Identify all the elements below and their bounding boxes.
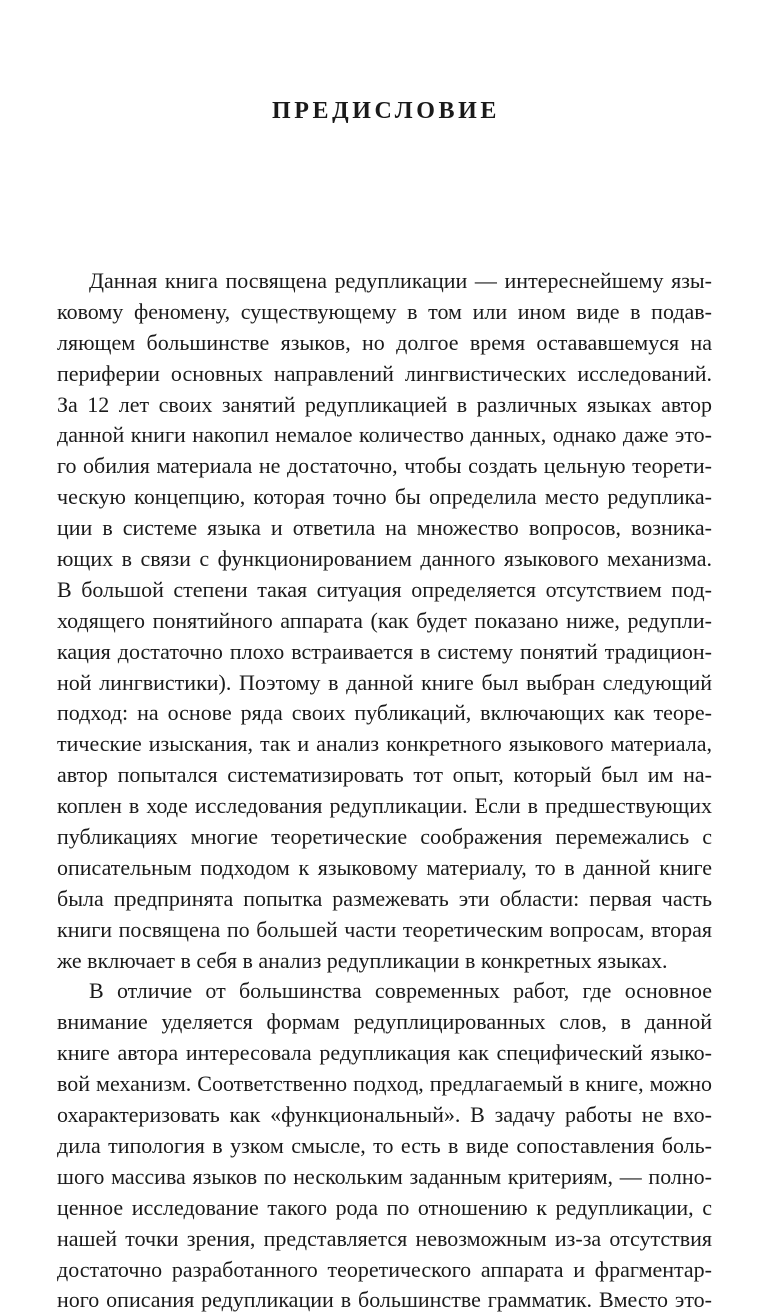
text-line: ляющем большинстве языков, но долгое время остававшемуся на [57, 329, 712, 355]
text-line: автор попытался систематизировать тот опыт, который был им на- [57, 762, 712, 788]
text-line: кация достаточно плохо встраивается в систему понятий традицион- [57, 638, 712, 664]
text-line: В отличие от большинства современных работ, где основное [89, 978, 712, 1004]
text-line: го обилия материала не достаточно, чтобы создать цельную теорети- [57, 453, 712, 479]
text-line: периферии основных направлений лингвистических исследований. [57, 360, 712, 386]
text-line: ной лингвистики). Поэтому в данной книге был выбран следующий [57, 669, 712, 695]
text-line: книге автора интересовала редупликация как специфический языко- [57, 1040, 712, 1066]
page-title: ПРЕДИСЛОВИЕ [271, 98, 501, 124]
text-line: была предпринята попытка размежевать эти области: первая часть [57, 885, 712, 911]
text-line: ческую концепцию, которая точно бы определила место редуплика- [57, 484, 712, 510]
text-line: описательным подходом к языковому материалу, то в данной книге [57, 854, 712, 880]
text-line: коплен в ходе исследования редупликации. Если в предшествующих [57, 793, 712, 819]
text-line: ющих в связи с функционированием данного языкового механизма. [57, 546, 712, 572]
body-text [57, 266, 712, 1316]
text-line: книги посвящена по большей части теоретическим вопросам, вторая [57, 916, 712, 942]
paragraph-2 [57, 976, 712, 1316]
text-line: ковому феномену, существующему в том или ином виде в подав- [57, 298, 712, 324]
text-line: достаточно разработанного теоретического аппарата и фрагментар- [57, 1256, 712, 1282]
text-line: вой механизм. Соответственно подход, предлагаемый в книге, можно [57, 1071, 712, 1097]
text-line: тические изыскания, так и анализ конкретного языкового материала, [57, 731, 712, 757]
text-line: нашей точки зрения, представляется невозможным из-за отсутствия [57, 1225, 712, 1251]
text-line: За 12 лет своих занятий редупликацией в различных языках автор [57, 391, 712, 417]
text-line: Данная книга посвящена редупликации — интереснейшему язы- [89, 268, 712, 293]
paragraph-1 [57, 266, 712, 976]
text-line: шого массива языков по нескольким заданным критериям, — полно- [57, 1163, 712, 1189]
text-line: публикациях многие теоретические соображения перемежались с [57, 824, 712, 850]
text-line: В большой степени такая ситуация определяется отсутствием под- [57, 576, 712, 602]
text-line: же включает в себя в анализ редупликации в конкретных языках. [57, 947, 668, 973]
text-line: ценное исследование такого рода по отношению к редупликации, с [57, 1194, 712, 1220]
text-line: ходящего понятийного аппарата (как будет показано ниже, редупли- [57, 607, 712, 633]
text-line: ного описания редупликации в большинстве грамматик. Вместо это- [57, 1287, 712, 1313]
text-line: данной книги накопил немалое количество данных, однако даже это- [57, 422, 712, 448]
text-line: ции в системе языка и ответила на множество вопросов, возника- [57, 515, 712, 541]
text-line: охарактеризовать как «функциональный». В задачу работы не вхо- [57, 1102, 712, 1128]
text-line: подход: на основе ряда своих публикаций, включающих как теоре- [57, 700, 712, 726]
text-line: внимание уделяется формам редуплицированных слов, в данной [57, 1009, 712, 1035]
text-line: дила типология в узком смысле, то есть в виде сопоставления боль- [57, 1132, 712, 1158]
